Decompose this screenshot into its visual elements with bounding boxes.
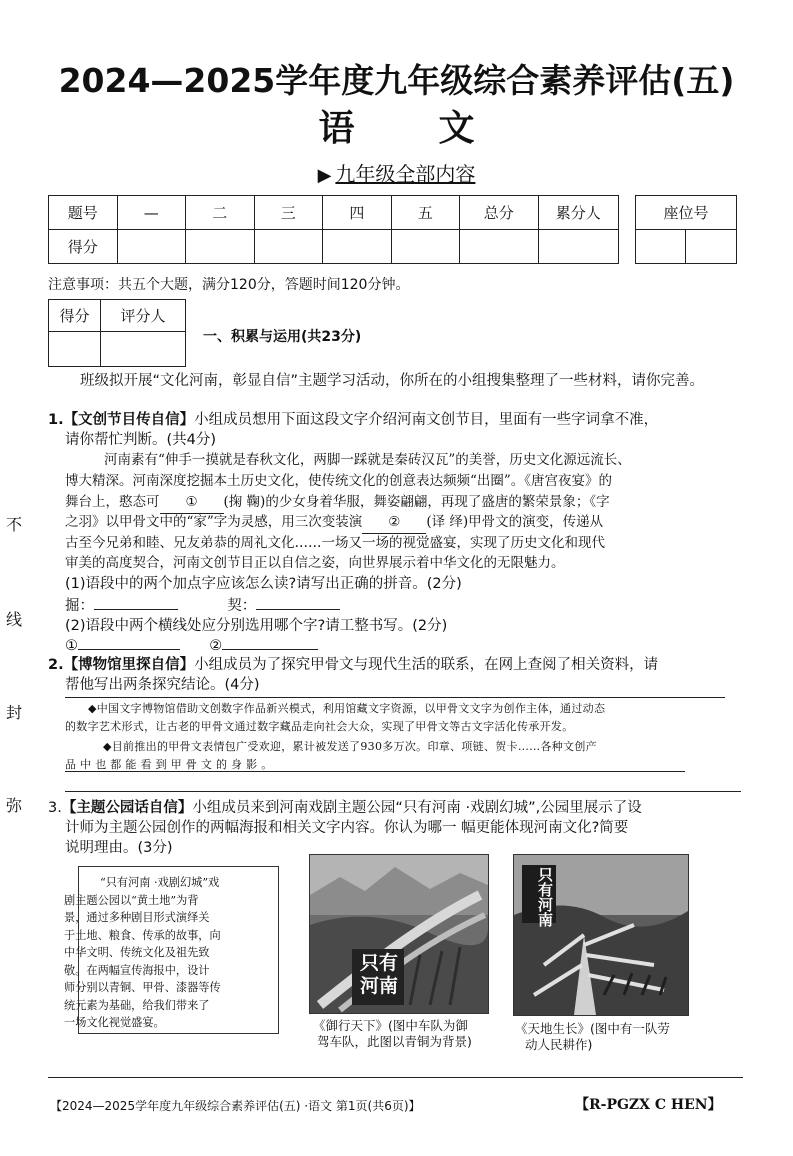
q2-line1: 小组成员为了探究甲骨文与现代生活的联系，在网上查阅了相关资料，请	[194, 657, 659, 673]
passage-fragment: 之羽》以甲骨文中的“家”字为灵感，用三次变装演	[65, 514, 363, 530]
score-cell[interactable]	[391, 230, 460, 264]
q3-number: 3.	[48, 800, 62, 816]
passage-line: 博大精深。河南深度挖掘本土历史文化，使传统文化的创意表达频频“出圈”。《唐宫夜宴》的	[65, 473, 613, 489]
subject-title: 语文	[318, 108, 559, 149]
answer-line[interactable]	[65, 791, 741, 792]
col-total: 总分	[460, 196, 538, 230]
intro-box-text	[64, 874, 284, 1032]
q1-line2: 请你帮忙判断。(共4分)	[65, 432, 217, 448]
exam-title: 2024—2025学年度九年级综合素养评估(五)	[58, 61, 735, 100]
box-line: 统元素为基础，给我们带来了	[64, 998, 210, 1012]
q2-tag: 【博物馆里探自信】	[63, 657, 195, 673]
q2-prompt	[48, 655, 768, 675]
q1-sub2: (2)语段中两个横线处应分别选用哪个字?请工整书写。(2分)	[65, 618, 448, 634]
q1-prompt	[48, 410, 768, 430]
q2-number: 2.	[48, 657, 64, 673]
side-margin-char: 线	[6, 610, 23, 629]
section-score-cell[interactable]	[49, 332, 101, 367]
box-line: 一场文化视觉盛宴。	[64, 1016, 165, 1029]
passage-line: 古至今兄弟和睦、兄友弟恭的周礼文化……一场又一场的视觉盛宴，实现了历史文化和现代	[65, 535, 605, 551]
answer-blank[interactable]	[78, 649, 180, 650]
material-1: 的数字艺术形式，让古老的甲骨文通过数字藏品走向社会大众，实现了甲骨文等古文字活化传承开发。	[65, 720, 574, 733]
poster-1-logo: 只有河南	[359, 952, 398, 997]
q3-line3: 说明理由。(3分)	[65, 840, 173, 856]
col-3: 三	[254, 196, 323, 230]
box-line: 景，通过多种剧目形式演绎关	[64, 911, 210, 924]
score-cell[interactable]	[538, 230, 618, 264]
row-label-number: 题号	[49, 196, 118, 230]
box-line: 中华文明、传统文化及祖先致	[64, 946, 210, 959]
scope-line	[0, 158, 793, 187]
poster-2-image	[513, 854, 689, 1016]
q1-number: 1.	[48, 412, 64, 428]
blank-1[interactable]: ①	[160, 492, 224, 514]
passage-fragment: 舞台上，憨态可	[65, 494, 160, 510]
score-table	[48, 195, 619, 264]
score-cell[interactable]	[254, 230, 323, 264]
col-2: 二	[186, 196, 255, 230]
row-label-score: 得分	[49, 230, 118, 264]
caption-line: 驾车队，此图以青铜为背景)	[317, 1034, 472, 1049]
caption-line: 动人民耕作)	[525, 1037, 593, 1052]
passage-line: 审美的高度契合，河南文创节目正以自信之姿，向世界展示着中华文化的无限魅力。	[65, 555, 565, 571]
col-4: 四	[323, 196, 392, 230]
q2-line2: 帮他写出两条探究结论。(4分)	[65, 677, 260, 693]
pinyin-label: 掘：	[65, 598, 94, 614]
q1-sub1: (1)语段中的两个加点字应该怎么读?请写出正确的拼音。(2分)	[65, 576, 462, 592]
seat-cell[interactable]	[636, 230, 686, 264]
side-margin-char: 不	[6, 515, 23, 534]
section-grader-label: 评分人	[100, 300, 185, 332]
pinyin-answer[interactable]	[94, 609, 178, 610]
q3-tag: 【主题公园话自信】	[61, 800, 193, 816]
box-line: “只有河南 ·戏剧幻城”戏	[100, 876, 220, 889]
material-2: ◆目前推出的甲骨文表情包广受欢迎，累计被发送了930多万次。印章、项链、贺卡……各种文创产	[103, 740, 597, 753]
col-5: 五	[391, 196, 460, 230]
answer-row	[65, 636, 318, 656]
seat-label: 座位号	[636, 196, 737, 230]
divider	[65, 771, 685, 772]
q1-line1: 小组成员想用下面这段文字介绍河南文创节目，里面有一些字词拿不准，	[194, 412, 659, 428]
notice: 注意事项：共五个大题，满分120分，答题时间120分钟。	[48, 277, 410, 293]
answer-blank[interactable]	[222, 649, 318, 650]
box-line: 师分别以青铜、甲骨、漆器等传	[64, 981, 221, 994]
col-1: —	[117, 196, 186, 230]
scope-text: 九年级全部内容	[335, 162, 476, 186]
poster-2-logo: 只有河南	[536, 867, 554, 927]
box-line: 于土地、粮食、传承的故事，向	[64, 928, 221, 942]
triangle-right-icon: ▶	[317, 165, 332, 186]
passage-fragment: (掬 鞠)的少女身着华服，舞姿翩翩，再现了盛唐的繁荣景象；《字	[223, 494, 610, 510]
blank-2[interactable]: ②	[362, 512, 426, 534]
divider	[65, 697, 725, 698]
passage-line	[65, 492, 765, 514]
answer-label: ①	[65, 638, 78, 654]
passage-line: 河南素有“伸手一摸就是春秋文化，两脚一踩就是秦砖汉瓦”的美誉，历史文化源远流长、	[104, 452, 631, 468]
caption-line: 《御行天下》(图中车队为御	[313, 1018, 468, 1033]
pinyin-answer[interactable]	[256, 609, 340, 610]
box-line: 敬。在两幅宣传海报中，设计	[64, 963, 210, 977]
q3-line1: 小组成员来到河南戏剧主题公园“只有河南 ·戏剧幻城”,公园里展示了设	[192, 800, 642, 816]
seat-table	[635, 195, 737, 264]
passage-fragment: (译 绎)甲骨文的演变，传递从	[426, 514, 604, 530]
col-accumulator: 累分人	[538, 196, 618, 230]
score-cell[interactable]	[460, 230, 538, 264]
answer-label: ②	[209, 638, 223, 654]
pinyin-row	[65, 596, 340, 616]
seat-cell[interactable]	[686, 230, 737, 264]
poster-1-image	[309, 854, 489, 1014]
section-score-box	[48, 299, 186, 367]
passage-line	[65, 512, 765, 534]
score-cell[interactable]	[117, 230, 186, 264]
score-cell[interactable]	[186, 230, 255, 264]
poster-1-caption	[313, 1018, 472, 1050]
footer-right: 【R-PGZX C HEN】	[575, 1097, 722, 1113]
footer-left: 【2024—2025学年度九年级综合素养评估(五) ·语文 第1页(共6页)】	[50, 1099, 421, 1113]
pinyin-label: 契：	[227, 598, 257, 614]
footer-rule	[48, 1077, 743, 1078]
q3-prompt	[48, 798, 768, 818]
caption-line: 《天地生长》(图中有一队劳	[515, 1021, 670, 1036]
section-grader-cell[interactable]	[100, 332, 185, 367]
section-1-title: 一、积累与运用(共23分)	[203, 329, 362, 345]
q1-tag: 【文创节目传自信】	[63, 412, 195, 428]
score-cell[interactable]	[323, 230, 392, 264]
side-margin-char: 封	[6, 703, 23, 722]
poster-2-caption	[515, 1021, 670, 1053]
box-line: 剧主题公园以“黄土地”为背	[64, 893, 199, 907]
q3-line2: 计师为主题公园创作的两幅海报和相关文字内容。你认为哪一 幅更能体现河南文化?简要	[65, 820, 629, 836]
material-1: ◆中国文字博物馆借助文创数字作品新兴模式，利用馆藏文字资源，以甲骨文文字为创作主体，通过动态	[88, 702, 606, 715]
material-2: 品 中 也 都 能 看 到 甲 骨 文 的 身 影 。	[65, 758, 273, 771]
section-score-label: 得分	[49, 300, 101, 332]
intro-text: 班级拟开展“文化河南，彰显自信”主题学习活动，你所在的小组搜集整理了一些材料，请你完善。	[80, 373, 705, 389]
side-margin-char: 弥	[6, 796, 23, 815]
